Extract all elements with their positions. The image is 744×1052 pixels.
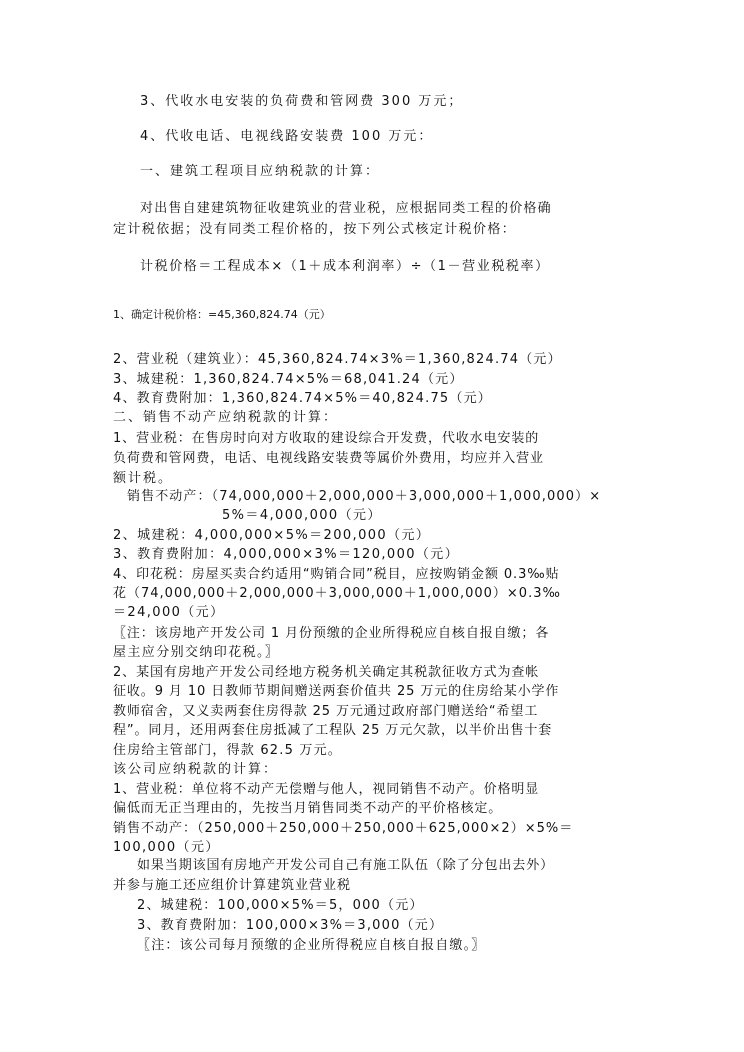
text-line: 对出售自建建筑物征收建筑业的营业税，应根据同类工程的价格确 (140, 201, 552, 216)
text-line: 如果当期该国有房地产开发公司自己有施工队伍（除了分包出去外） (137, 858, 555, 873)
text-line: 程”。同月，还用两套住房抵减了工程队 25 万元欠款，以半价出售十套 (113, 723, 553, 738)
text-line: 2、城建税：100,000×5%＝5，000（元） (137, 898, 424, 913)
text-line: 住房给主管部门，得款 62.5 万元。 (113, 743, 343, 758)
text-line: 负荷费和管网费，电话、电视线路安装费等属价外费用，均应并入营业 (113, 451, 544, 466)
text-line: 5%＝4,000,000（元） (222, 508, 382, 523)
text-line: 2、某国有房地产开发公司经地方税务机关确定其税款征收方式为查帐 (113, 665, 540, 680)
text-line: 4、代收电话、电视线路安装费 100 万元： (140, 129, 434, 144)
text-line: 教师宿舍，又义卖两套住房得款 25 万元通过政府部门赠送给“希望工 (113, 704, 539, 719)
text-line: 4、教育费附加：1,360,824.74×5%＝40,824.75（元） (113, 391, 492, 406)
text-line: 1、营业税：单位将不动产无偿赠与他人，视同销售不动产。价格明显 (113, 782, 540, 797)
text-line: 并参与施工还应组价计算建筑业营业税 (113, 878, 352, 893)
text-line: 偏低而无正当理由的，先按当月销售同类不动产的平价格核定。 (113, 801, 503, 816)
text-line: 3、教育费附加：100,000×3%＝3,000（元） (137, 918, 444, 933)
note-line: 〖注：该房地产开发公司 1 月份预缴的企业所得税应自核自报自缴；各 (113, 626, 550, 641)
text-line: 4、印花税：房屋买卖合约适用“购销合同”税目，应按购销金额 0.3‰贴 (113, 567, 560, 582)
text-line: ＝24,000（元） (113, 605, 225, 620)
text-line: 3、代收水电安装的负荷费和管网费 300 万元； (140, 94, 464, 109)
text-line: 花（74,000,000＋2,000,000＋3,000,000＋1,000,000）×0.3‰ (113, 586, 561, 601)
text-line: 征收。9 月 10 日教师节期间赠送两套价值共 25 万元的住房给某小学作 (113, 684, 560, 699)
section-heading: 一、建筑工程项目应纳税款的计算： (140, 164, 381, 179)
text-line: 100,000（元） (113, 840, 220, 855)
text-line: 2、城建税：4,000,000×5%＝200,000（元） (113, 528, 431, 543)
text-line: 3、城建税：1,360,824.74×5%＝68,041.24（元） (113, 372, 464, 387)
text-line: 1、确定计税价格：=45,360,824.74（元） (113, 308, 331, 321)
note-line: 〖注：该公司每月预缴的企业所得税应自核自报自缴。〗 (137, 938, 486, 953)
text-line: 销售不动产：（250,000＋250,000＋250,000＋625,000×2）×5%＝ (113, 821, 574, 836)
text-line: 3、教育费附加：4,000,000×3%＝120,000（元） (113, 547, 460, 562)
text-line: 2、营业税（建筑业）：45,360,824.74×3%＝1,360,824.74（元） (113, 352, 562, 367)
text-line: 1、营业税：在售房时向对方收取的建设综合开发费，代收水电安装的 (113, 431, 540, 446)
section-heading: 二、销售不动产应纳税款的计算： (113, 410, 339, 425)
text-line: 该公司应纳税款的计算： (113, 762, 279, 777)
text-line: 额计税。 (113, 471, 174, 486)
text-line: 销售不动产：（74,000,000＋2,000,000＋3,000,000＋1,000,000）× (127, 489, 602, 504)
text-line: 定计税依据；没有同类工程价格的，按下列公式核定计税价格： (113, 222, 517, 237)
note-line: 屋主应分别交纳印花税。〗 (113, 645, 280, 660)
formula-line: 计税价格＝工程成本×（1＋成本利润率）÷（1－营业税税率） (140, 259, 550, 274)
